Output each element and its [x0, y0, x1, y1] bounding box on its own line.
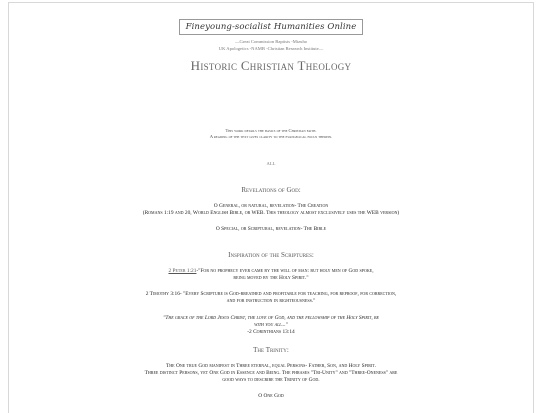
- trinity-line-2: Three distinct Persons, yet One God in Essence and Being. The phrases "Tri-Unity" and "Three-Oneness" are: [144, 370, 398, 376]
- revelations-heading: Revelations of God:: [241, 186, 301, 194]
- intro-text: [9, 128, 533, 140]
- timothy-verse-2: and for instruction in righteousness.": [226, 298, 316, 304]
- special-revelation: O Special, or Scriptural, revelation- The Bible: [215, 226, 327, 232]
- nav-all-link[interactable]: ALL: [266, 161, 276, 166]
- trinity-line-1: The One true God manifest in Three eternal, equal Persons- Father, Son, and Holy Spirit.: [165, 363, 377, 369]
- intro-line-1: This work details the basics of the Christian faith.: [225, 128, 317, 133]
- affiliation-line-2: UK Apologetics -NAMB -Christian Research Institute—: [218, 45, 324, 51]
- grace-quote-1: "The grace of the Lord Jesus Christ, the love of God, and the fellowship of the Holy Spirit, be: [163, 315, 379, 321]
- trinity-line-3: good ways to describe the Trinity of God.: [222, 377, 320, 383]
- affiliation-line-1: —Great Commission Baptists -Mizuho: [234, 39, 308, 44]
- peter-verse: [9, 268, 533, 275]
- grace-reference: -2 Corinthians 13:14: [247, 329, 295, 335]
- grace-quote-2: with you all...": [254, 322, 288, 328]
- document-page: [8, 2, 534, 413]
- inspiration-heading: Inspiration of the Scriptures:: [228, 251, 314, 259]
- trinity-heading: The Trinity:: [253, 346, 289, 354]
- page-title: Historic Christian Theology: [190, 58, 352, 73]
- peter-verse-text-2: being moved by the Holy Spirit.": [233, 275, 309, 281]
- one-god: O One God: [258, 393, 284, 399]
- timothy-verse-1: 2 Timothy 3:16- "Every Scripture is God-breathed and profitable for teaching, for reproof, for correction,: [145, 291, 397, 297]
- peter-verse-link[interactable]: 2 Peter 1:21: [168, 268, 197, 274]
- site-logo[interactable]: Fineyoung-socialist Humanities Online: [179, 19, 364, 35]
- intro-line-2: A reading of the text gives clarity to the evangelical focus therein.: [209, 134, 333, 139]
- general-revelation-note: (Romans 1:19 and 20, World English Bible, or WEB. This theology almost exclusively uses the WEB version): [142, 210, 400, 216]
- general-revelation: O General, or natural, revelation- The Creation: [213, 203, 329, 209]
- affiliations: [9, 39, 533, 52]
- peter-verse-text-1: -"For no prophecy ever came by the will of man: but holy men of God spoke,: [196, 268, 374, 274]
